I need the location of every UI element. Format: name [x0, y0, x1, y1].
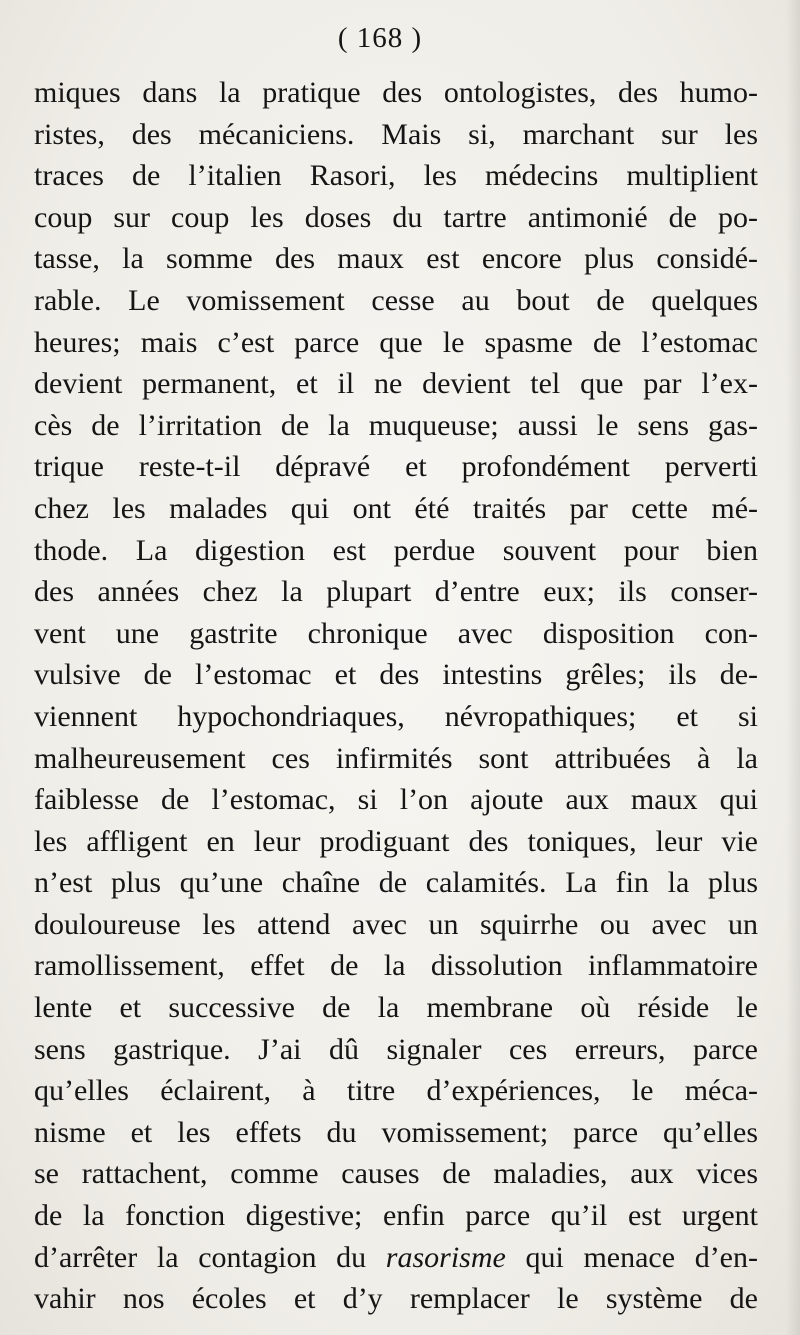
text-line	[34, 114, 758, 156]
text-line	[34, 1278, 758, 1320]
text-line	[34, 322, 758, 364]
text-segment: devient permanent, et il ne devient tel que par l’ex-	[34, 367, 758, 401]
text-segment: sens gastrique. J’ai dû signaler ces erreurs, parce	[34, 1032, 758, 1066]
text-segment: tasse, la somme des maux est encore plus considé-	[34, 242, 758, 276]
text-line	[34, 488, 758, 530]
text-line	[34, 1237, 758, 1279]
text-line	[34, 155, 758, 197]
text-segment: lente et successive de la membrane où réside le	[34, 991, 758, 1025]
text-line	[34, 530, 758, 572]
text-line	[34, 696, 758, 738]
text-segment: cès de l’irritation de la muqueuse; aussi le sens gas-	[34, 408, 758, 442]
text-line	[34, 1153, 758, 1195]
text-segment: de la fonction digestive; enfin parce qu’il est urgent	[34, 1199, 758, 1233]
text-line	[34, 405, 758, 447]
text-line	[34, 945, 758, 987]
text-segment: vahir nos écoles et d’y remplacer le système de	[34, 1282, 758, 1316]
text-segment: malheureusement ces infirmités sont attribuées à la	[34, 741, 758, 775]
text-segment: viennent hypochondriaques, névropathiques; et si	[34, 699, 758, 733]
text-segment: chez les malades qui ont été traités par cette mé-	[34, 491, 758, 525]
text-line	[34, 238, 758, 280]
text-segment: rable. Le vomissement cesse au bout de quelques	[34, 283, 758, 317]
text-line	[34, 613, 758, 655]
text-line	[34, 446, 758, 488]
text-segment: qu’elles éclairent, à titre d’expériences, le méca-	[34, 1074, 758, 1108]
text-line	[34, 904, 758, 946]
text-line	[34, 1029, 758, 1071]
text-line	[34, 862, 758, 904]
text-line	[34, 654, 758, 696]
text-line	[34, 571, 758, 613]
text-line	[34, 280, 758, 322]
text-segment: faiblesse de l’estomac, si l’on ajoute aux maux qui	[34, 783, 758, 817]
text-line	[34, 738, 758, 780]
text-line	[34, 821, 758, 863]
text-segment: miques dans la pratique des ontologistes, des humo-	[34, 76, 758, 109]
text-line	[34, 197, 758, 239]
text-line	[34, 363, 758, 405]
text-segment: les affligent en leur prodiguant des toniques, leur vie	[34, 824, 758, 858]
text-segment: ristes, des mécaniciens. Mais si, marchant sur les	[34, 117, 758, 151]
text-segment: vent une gastrite chronique avec disposition con-	[34, 616, 758, 650]
text-segment: vulsive de l’estomac et des intestins grêles; ils de-	[34, 658, 758, 692]
italic-text-segment: rasorisme	[385, 1240, 506, 1274]
page-edge-shadow	[786, 0, 800, 1335]
text-segment: traces de l’italien Rasori, les médecins multiplient	[34, 159, 758, 193]
text-segment: coup sur coup les doses du tartre antimonié de po-	[34, 200, 758, 234]
text-segment: se rattachent, comme causes de maladies, aux vices	[34, 1157, 758, 1191]
text-line	[34, 779, 758, 821]
text-line	[34, 1070, 758, 1112]
text-segment: trique reste-t-il dépravé et profondément perverti	[34, 450, 758, 484]
text-line	[34, 987, 758, 1029]
body-text	[34, 72, 758, 1320]
text-line	[34, 1195, 758, 1237]
text-segment: des années chez la plupart d’entre eux; ils conser-	[34, 575, 758, 609]
text-segment: douloureuse les attend avec un squirrhe ou avec un	[34, 907, 758, 941]
text-segment: d’arrêter la contagion du	[34, 1240, 386, 1274]
text-segment: nisme et les effets du vomissement; parce qu’elles	[34, 1115, 758, 1149]
text-line	[34, 1112, 758, 1154]
text-segment: qui menace d’en-	[505, 1240, 758, 1274]
text-line	[34, 72, 758, 114]
page-number: ( 168 )	[337, 22, 423, 54]
text-segment: thode. La digestion est perdue souvent pour bien	[34, 533, 758, 567]
text-segment: heures; mais c’est parce que le spasme de l’estomac	[34, 325, 758, 359]
text-segment: ramollissement, effet de la dissolution inflammatoire	[34, 949, 758, 983]
text-segment: n’est plus qu’une chaîne de calamités. La fin la plus	[34, 866, 758, 900]
